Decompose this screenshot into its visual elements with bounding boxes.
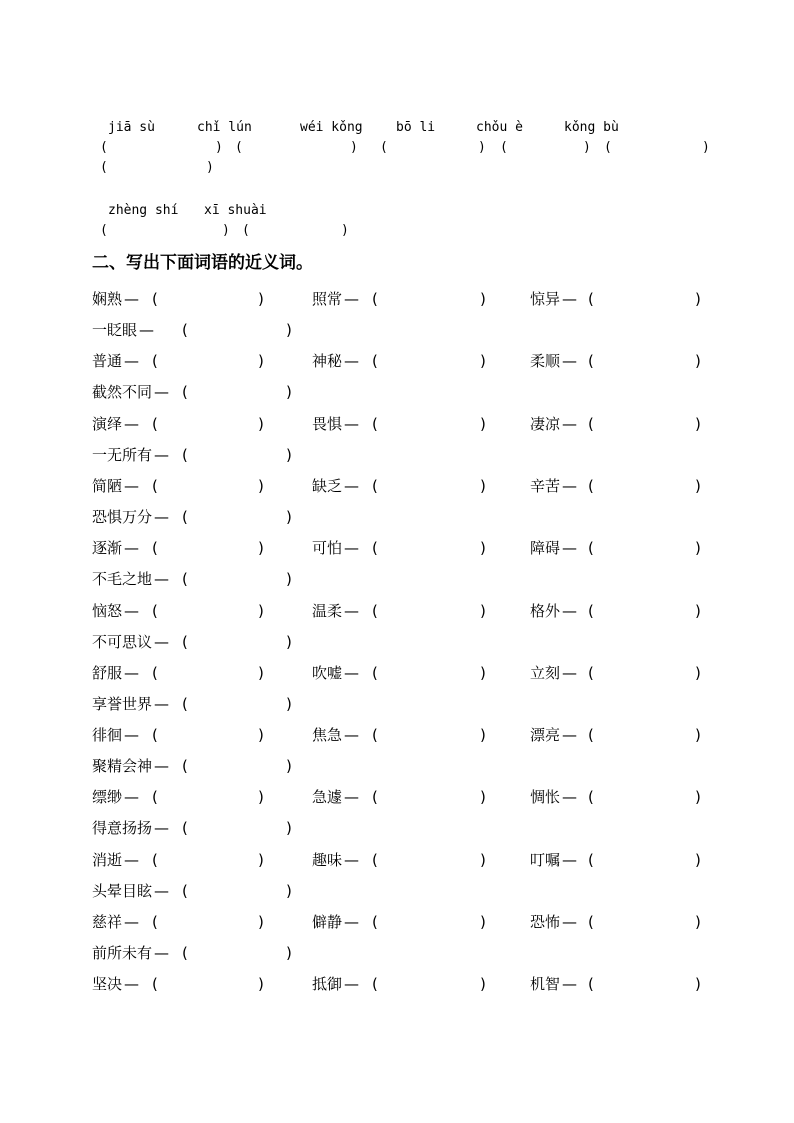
blank-close: )	[286, 944, 292, 962]
blank-open: (	[372, 539, 378, 557]
synonym-word: 恼怒	[92, 602, 123, 620]
synonym-word: 畏惧	[312, 415, 343, 433]
blank-close: )	[480, 975, 486, 993]
blank-open: (	[380, 140, 388, 155]
blank-open: (	[588, 975, 594, 993]
dash: —	[154, 757, 169, 775]
blank-close: )	[480, 352, 486, 370]
dash: —	[562, 415, 577, 433]
blank-close: )	[695, 975, 701, 993]
blank-open: (	[588, 539, 594, 557]
blank-open: (	[152, 290, 158, 308]
dash: —	[154, 383, 169, 401]
blank-open: (	[588, 664, 594, 682]
synonym-word: 急遽	[312, 788, 343, 806]
blank-open: (	[604, 140, 612, 155]
synonym-word: 恐惧万分	[92, 508, 153, 526]
blank-close: )	[478, 140, 486, 155]
dash: —	[344, 726, 359, 744]
dash: —	[154, 819, 169, 837]
blank-open: (	[152, 602, 158, 620]
dash: —	[344, 539, 359, 557]
dash: —	[562, 788, 577, 806]
pinyin-label: xī shuài	[204, 203, 267, 218]
blank-close: )	[480, 415, 486, 433]
blank-close: )	[695, 290, 701, 308]
blank-close: )	[480, 477, 486, 495]
blank-close: )	[695, 664, 701, 682]
blank-close: )	[480, 726, 486, 744]
synonym-word: 普通	[92, 352, 123, 370]
blank-open: (	[372, 602, 378, 620]
synonym-word: 一无所有	[92, 446, 153, 464]
blank-close: )	[258, 602, 264, 620]
dash: —	[154, 944, 169, 962]
blank-open: (	[588, 352, 594, 370]
blank-open: (	[182, 321, 188, 339]
blank-close: )	[695, 352, 701, 370]
blank-open: (	[588, 851, 594, 869]
blank-close: )	[258, 290, 264, 308]
dash: —	[344, 415, 359, 433]
dash: —	[344, 664, 359, 682]
dash: —	[344, 290, 359, 308]
blank-close: )	[286, 570, 292, 588]
blank-close: )	[695, 477, 701, 495]
dash: —	[562, 602, 577, 620]
blank-close: )	[695, 539, 701, 557]
blank-close: )	[258, 788, 264, 806]
synonym-word: 不毛之地	[92, 570, 153, 588]
blank-close: )	[702, 140, 710, 155]
blank-close: )	[480, 602, 486, 620]
blank-open: (	[152, 352, 158, 370]
blank-close: )	[480, 290, 486, 308]
blank-open: (	[152, 726, 158, 744]
blank-close: )	[258, 477, 264, 495]
pinyin-label: kǒng bù	[564, 120, 619, 135]
blank-close: )	[583, 140, 591, 155]
blank-open: (	[372, 788, 378, 806]
blank-close: )	[286, 819, 292, 837]
blank-open: (	[152, 851, 158, 869]
blank-open: (	[372, 975, 378, 993]
blank-close: )	[286, 508, 292, 526]
blank-open: (	[152, 477, 158, 495]
blank-close: )	[215, 140, 223, 155]
blank-close: )	[258, 415, 264, 433]
synonym-word: 头晕目眩	[92, 882, 153, 900]
blank-close: )	[695, 851, 701, 869]
dash: —	[124, 664, 139, 682]
blank-close: )	[695, 788, 701, 806]
blank-close: )	[695, 913, 701, 931]
dash: —	[154, 570, 169, 588]
pinyin-label: wéi kǒng	[300, 120, 363, 135]
blank-close: )	[480, 913, 486, 931]
pinyin-label: zhèng shí	[108, 203, 179, 218]
blank-open: (	[152, 664, 158, 682]
dash: —	[562, 851, 577, 869]
dash: —	[562, 290, 577, 308]
synonym-word: 漂亮	[530, 726, 561, 744]
blank-open: (	[372, 290, 378, 308]
dash: —	[344, 352, 359, 370]
synonym-word: 惆怅	[530, 788, 561, 806]
synonym-word: 柔顺	[530, 352, 561, 370]
blank-close: )	[258, 851, 264, 869]
blank-close: )	[258, 539, 264, 557]
blank-open: (	[588, 788, 594, 806]
dash: —	[344, 851, 359, 869]
blank-open: (	[500, 140, 508, 155]
blank-open: (	[182, 757, 188, 775]
blank-close: )	[286, 321, 292, 339]
blank-close: )	[286, 757, 292, 775]
dash: —	[562, 975, 577, 993]
synonym-word: 吹嘘	[312, 664, 343, 682]
synonym-word: 舒服	[92, 664, 123, 682]
dash: —	[154, 695, 169, 713]
blank-open: (	[372, 477, 378, 495]
dash: —	[139, 321, 154, 339]
blank-open: (	[588, 290, 594, 308]
blank-open: (	[372, 913, 378, 931]
blank-close: )	[480, 664, 486, 682]
blank-open: (	[588, 415, 594, 433]
blank-close: )	[222, 223, 230, 238]
dash: —	[124, 913, 139, 931]
blank-close: )	[695, 602, 701, 620]
blank-close: )	[258, 726, 264, 744]
blank-close: )	[480, 788, 486, 806]
blank-open: (	[235, 140, 243, 155]
blank-open: (	[372, 352, 378, 370]
blank-open: (	[182, 819, 188, 837]
synonym-word: 前所未有	[92, 944, 153, 962]
dash: —	[562, 352, 577, 370]
blank-open: (	[588, 477, 594, 495]
synonym-word: 叮嘱	[530, 851, 561, 869]
dash: —	[344, 975, 359, 993]
synonym-word: 徘徊	[92, 726, 123, 744]
blank-open: (	[182, 944, 188, 962]
blank-close: )	[350, 140, 358, 155]
synonym-word: 可怕	[312, 539, 343, 557]
synonym-word: 得意扬扬	[92, 819, 153, 837]
dash: —	[562, 664, 577, 682]
synonym-word: 娴熟	[92, 290, 123, 308]
blank-open: (	[372, 415, 378, 433]
blank-close: )	[258, 975, 264, 993]
synonym-word: 消逝	[92, 851, 123, 869]
dash: —	[344, 477, 359, 495]
blank-open: (	[372, 851, 378, 869]
blank-open: (	[100, 160, 108, 175]
dash: —	[562, 913, 577, 931]
dash: —	[124, 851, 139, 869]
blank-close: )	[206, 160, 214, 175]
dash: —	[124, 539, 139, 557]
synonym-word: 简陋	[92, 477, 123, 495]
dash: —	[562, 539, 577, 557]
blank-open: (	[588, 913, 594, 931]
synonym-word: 照常	[312, 290, 343, 308]
blank-open: (	[182, 446, 188, 464]
dash: —	[124, 788, 139, 806]
synonym-word: 缺乏	[312, 477, 343, 495]
synonym-word: 不可思议	[92, 633, 153, 651]
blank-open: (	[152, 788, 158, 806]
synonym-word: 机智	[530, 975, 561, 993]
synonym-word: 障碍	[530, 539, 561, 557]
dash: —	[344, 913, 359, 931]
dash: —	[154, 882, 169, 900]
synonym-word: 演绎	[92, 415, 123, 433]
synonym-word: 焦急	[312, 726, 343, 744]
synonym-word: 温柔	[312, 602, 343, 620]
dash: —	[124, 290, 139, 308]
synonym-word: 截然不同	[92, 383, 153, 401]
synonym-word: 辛苦	[530, 477, 561, 495]
synonym-word: 缥缈	[92, 788, 123, 806]
dash: —	[124, 477, 139, 495]
synonym-word: 逐渐	[92, 539, 123, 557]
blank-open: (	[242, 223, 250, 238]
blank-open: (	[372, 664, 378, 682]
synonym-word: 凄凉	[530, 415, 561, 433]
synonym-word: 趣味	[312, 851, 343, 869]
blank-open: (	[182, 882, 188, 900]
dash: —	[124, 602, 139, 620]
synonym-word: 恐怖	[530, 913, 561, 931]
pinyin-label: chǐ lún	[197, 120, 252, 135]
pinyin-label: jiā sù	[108, 120, 155, 135]
dash: —	[562, 477, 577, 495]
blank-close: )	[480, 539, 486, 557]
synonym-word: 惊异	[530, 290, 561, 308]
section-title: 二、写出下面词语的近义词。	[92, 253, 313, 273]
blank-open: (	[100, 140, 108, 155]
synonym-word: 享誉世界	[92, 695, 153, 713]
synonym-word: 僻静	[312, 913, 343, 931]
blank-close: )	[695, 726, 701, 744]
dash: —	[562, 726, 577, 744]
blank-close: )	[258, 664, 264, 682]
dash: —	[344, 602, 359, 620]
blank-close: )	[341, 223, 349, 238]
blank-close: )	[258, 913, 264, 931]
dash: —	[154, 508, 169, 526]
pinyin-label: bō li	[396, 120, 436, 135]
dash: —	[124, 352, 139, 370]
blank-open: (	[182, 570, 188, 588]
blank-open: (	[182, 633, 188, 651]
blank-open: (	[182, 383, 188, 401]
pinyin-label: chǒu è	[476, 120, 523, 135]
synonym-word: 神秘	[312, 352, 343, 370]
dash: —	[154, 633, 169, 651]
dash: —	[124, 726, 139, 744]
blank-open: (	[182, 695, 188, 713]
synonym-word: 格外	[530, 602, 561, 620]
synonym-word: 立刻	[530, 664, 561, 682]
blank-open: (	[182, 508, 188, 526]
blank-open: (	[588, 602, 594, 620]
blank-close: )	[480, 851, 486, 869]
synonym-word: 抵御	[312, 975, 343, 993]
blank-open: (	[588, 726, 594, 744]
blank-close: )	[286, 446, 292, 464]
blank-open: (	[152, 415, 158, 433]
blank-open: (	[100, 223, 108, 238]
dash: —	[124, 975, 139, 993]
blank-open: (	[372, 726, 378, 744]
blank-close: )	[286, 383, 292, 401]
synonym-word: 坚决	[92, 975, 123, 993]
blank-open: (	[152, 913, 158, 931]
blank-close: )	[286, 695, 292, 713]
synonym-word: 一眨眼	[92, 321, 138, 339]
blank-close: )	[286, 882, 292, 900]
synonym-word: 聚精会神	[92, 757, 153, 775]
dash: —	[124, 415, 139, 433]
blank-close: )	[695, 415, 701, 433]
dash: —	[344, 788, 359, 806]
blank-close: )	[258, 352, 264, 370]
blank-open: (	[152, 539, 158, 557]
dash: —	[154, 446, 169, 464]
blank-open: (	[152, 975, 158, 993]
blank-close: )	[286, 633, 292, 651]
synonym-word: 慈祥	[92, 913, 123, 931]
